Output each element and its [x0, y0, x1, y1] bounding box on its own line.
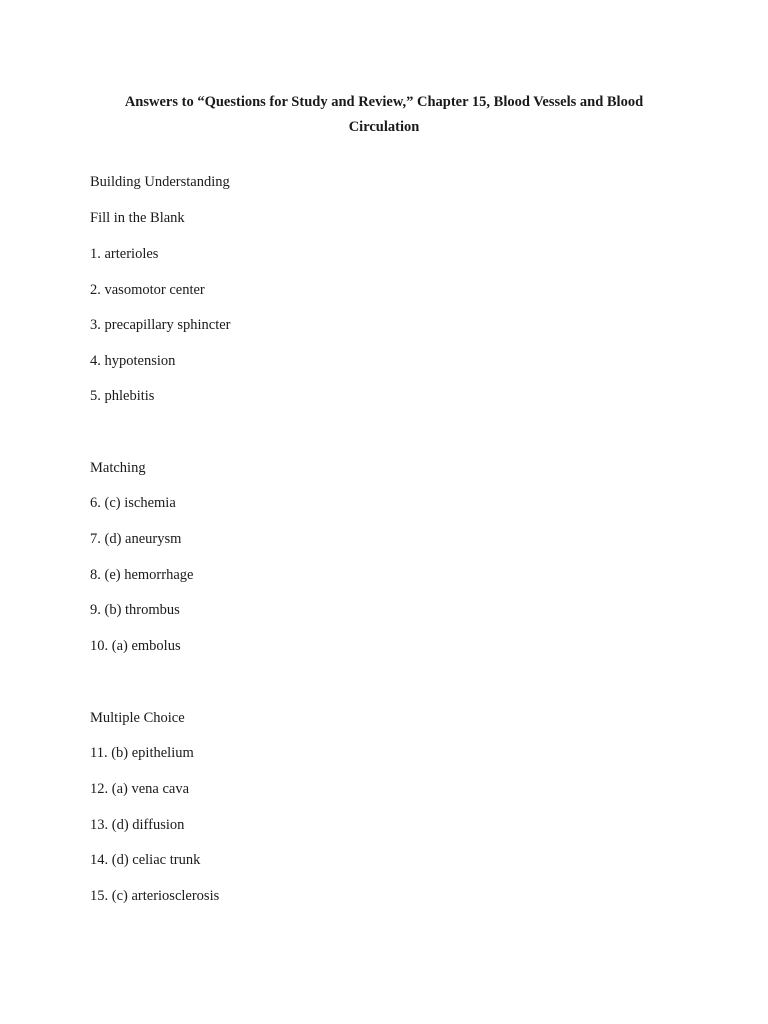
answer-item: 11. (b) epithelium: [90, 745, 194, 761]
answer-item: 15. (c) arteriosclerosis: [90, 888, 220, 904]
answer-item: 7. (d) aneurysm: [90, 531, 182, 547]
answer-item: 5. phlebitis: [90, 388, 155, 404]
answer-item: 8. (e) hemorrhage: [90, 567, 194, 583]
section-heading-multiple-choice: Multiple Choice: [90, 710, 185, 726]
answer-item: 10. (a) embolus: [90, 638, 181, 654]
page-title: Answers to “Questions for Study and Review,” Chapter 15, Blood Vessels and Blood Circulation: [124, 94, 644, 135]
answer-item: 3. precapillary sphincter: [90, 317, 231, 333]
section-heading-fill-in-the-blank: Fill in the Blank: [90, 210, 185, 226]
answer-item: 2. vasomotor center: [90, 282, 205, 298]
answer-item: 14. (d) celiac trunk: [90, 852, 201, 868]
answer-item: 6. (c) ischemia: [90, 495, 176, 511]
answer-item: 12. (a) vena cava: [90, 781, 190, 797]
answer-item: 4. hypotension: [90, 353, 176, 369]
section-heading-matching: Matching: [90, 460, 146, 476]
answer-item: 1. arterioles: [90, 246, 159, 262]
intro-heading: Building Understanding: [90, 174, 230, 190]
answer-item: 13. (d) diffusion: [90, 817, 185, 833]
answer-item: 9. (b) thrombus: [90, 602, 180, 618]
